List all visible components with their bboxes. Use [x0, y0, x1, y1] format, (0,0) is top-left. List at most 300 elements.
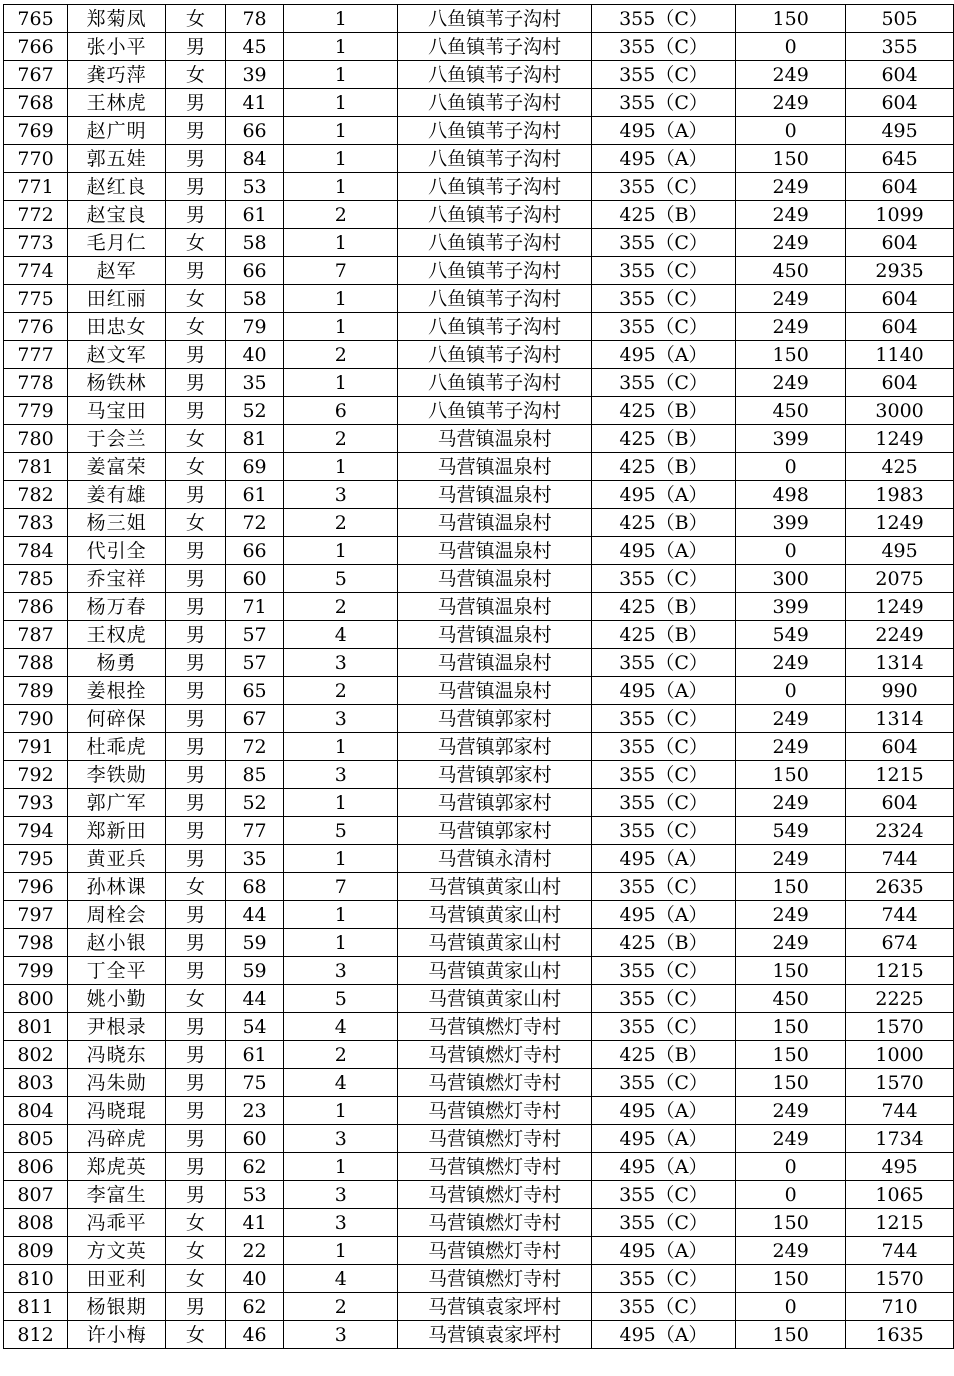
- household-size-cell: 1: [284, 453, 398, 481]
- table-row: [4, 1181, 954, 1209]
- table-row: [4, 341, 954, 369]
- household-size-cell: 1: [284, 929, 398, 957]
- age-cell: 52: [225, 789, 283, 817]
- gender-cell: 男: [166, 817, 226, 845]
- name-cell: 杜乖虎: [68, 733, 166, 761]
- serial-number-cell: 795: [4, 845, 68, 873]
- village-cell: 马营镇温泉村: [398, 481, 592, 509]
- village-cell: 八鱼镇苇子沟村: [398, 313, 592, 341]
- category-cell: 425（B）: [591, 397, 735, 425]
- subsidy-cell: 249: [736, 901, 846, 929]
- name-cell: 龚巧萍: [68, 61, 166, 89]
- table-row: [4, 285, 954, 313]
- category-cell: 355（C）: [591, 229, 735, 257]
- age-cell: 44: [225, 985, 283, 1013]
- household-size-cell: 2: [284, 201, 398, 229]
- age-cell: 66: [225, 537, 283, 565]
- category-cell: 425（B）: [591, 201, 735, 229]
- table-row: [4, 481, 954, 509]
- total-cell: 2225: [846, 985, 954, 1013]
- household-size-cell: 1: [284, 229, 398, 257]
- gender-cell: 男: [166, 257, 226, 285]
- household-size-cell: 1: [284, 845, 398, 873]
- village-cell: 八鱼镇苇子沟村: [398, 201, 592, 229]
- village-cell: 八鱼镇苇子沟村: [398, 61, 592, 89]
- total-cell: 604: [846, 285, 954, 313]
- age-cell: 58: [225, 229, 283, 257]
- age-cell: 62: [225, 1293, 283, 1321]
- name-cell: 杨三姐: [68, 509, 166, 537]
- village-cell: 马营镇郭家村: [398, 789, 592, 817]
- name-cell: 王权虎: [68, 621, 166, 649]
- category-cell: 495（A）: [591, 1097, 735, 1125]
- age-cell: 60: [225, 565, 283, 593]
- village-cell: 八鱼镇苇子沟村: [398, 33, 592, 61]
- category-cell: 425（B）: [591, 453, 735, 481]
- household-size-cell: 2: [284, 341, 398, 369]
- name-cell: 许小梅: [68, 1321, 166, 1349]
- category-cell: 355（C）: [591, 61, 735, 89]
- name-cell: 代引全: [68, 537, 166, 565]
- total-cell: 604: [846, 369, 954, 397]
- serial-number-cell: 811: [4, 1293, 68, 1321]
- age-cell: 39: [225, 61, 283, 89]
- subsidy-cell: 0: [736, 1153, 846, 1181]
- subsidy-cell: 0: [736, 1293, 846, 1321]
- household-size-cell: 5: [284, 565, 398, 593]
- serial-number-cell: 782: [4, 481, 68, 509]
- age-cell: 53: [225, 173, 283, 201]
- subsidy-cell: 450: [736, 985, 846, 1013]
- gender-cell: 男: [166, 117, 226, 145]
- household-size-cell: 3: [284, 1125, 398, 1153]
- total-cell: 495: [846, 537, 954, 565]
- serial-number-cell: 790: [4, 705, 68, 733]
- table-row: [4, 1237, 954, 1265]
- gender-cell: 男: [166, 341, 226, 369]
- village-cell: 八鱼镇苇子沟村: [398, 369, 592, 397]
- table-row: [4, 1153, 954, 1181]
- name-cell: 赵红良: [68, 173, 166, 201]
- gender-cell: 男: [166, 1125, 226, 1153]
- household-size-cell: 2: [284, 1293, 398, 1321]
- name-cell: 姜富荣: [68, 453, 166, 481]
- category-cell: 495（A）: [591, 1125, 735, 1153]
- category-cell: 355（C）: [591, 817, 735, 845]
- subsidy-cell: 150: [736, 1209, 846, 1237]
- gender-cell: 女: [166, 229, 226, 257]
- table-row: [4, 733, 954, 761]
- table-row: [4, 61, 954, 89]
- village-cell: 八鱼镇苇子沟村: [398, 145, 592, 173]
- subsidy-cell: 0: [736, 117, 846, 145]
- village-cell: 马营镇燃灯寺村: [398, 1097, 592, 1125]
- total-cell: 505: [846, 5, 954, 33]
- age-cell: 59: [225, 957, 283, 985]
- table-row: [4, 761, 954, 789]
- name-cell: 于会兰: [68, 425, 166, 453]
- table-row: [4, 453, 954, 481]
- serial-number-cell: 800: [4, 985, 68, 1013]
- gender-cell: 女: [166, 509, 226, 537]
- gender-cell: 女: [166, 61, 226, 89]
- serial-number-cell: 801: [4, 1013, 68, 1041]
- village-cell: 马营镇温泉村: [398, 425, 592, 453]
- table-row: [4, 425, 954, 453]
- table-row: [4, 817, 954, 845]
- gender-cell: 女: [166, 1237, 226, 1265]
- serial-number-cell: 771: [4, 173, 68, 201]
- category-cell: 425（B）: [591, 621, 735, 649]
- total-cell: 1314: [846, 705, 954, 733]
- household-size-cell: 1: [284, 285, 398, 313]
- household-size-cell: 7: [284, 873, 398, 901]
- category-cell: 355（C）: [591, 705, 735, 733]
- household-size-cell: 3: [284, 761, 398, 789]
- age-cell: 67: [225, 705, 283, 733]
- data-table: [3, 4, 954, 1349]
- table-row: [4, 1097, 954, 1125]
- subsidy-cell: 399: [736, 425, 846, 453]
- village-cell: 马营镇燃灯寺村: [398, 1265, 592, 1293]
- subsidy-cell: 549: [736, 817, 846, 845]
- category-cell: 355（C）: [591, 1293, 735, 1321]
- age-cell: 68: [225, 873, 283, 901]
- age-cell: 66: [225, 117, 283, 145]
- village-cell: 马营镇永清村: [398, 845, 592, 873]
- total-cell: 710: [846, 1293, 954, 1321]
- serial-number-cell: 767: [4, 61, 68, 89]
- household-size-cell: 1: [284, 1153, 398, 1181]
- household-size-cell: 1: [284, 789, 398, 817]
- table-row: [4, 873, 954, 901]
- gender-cell: 男: [166, 1041, 226, 1069]
- subsidy-cell: 150: [736, 761, 846, 789]
- table-row: [4, 173, 954, 201]
- serial-number-cell: 786: [4, 593, 68, 621]
- serial-number-cell: 784: [4, 537, 68, 565]
- village-cell: 八鱼镇苇子沟村: [398, 5, 592, 33]
- total-cell: 1734: [846, 1125, 954, 1153]
- serial-number-cell: 774: [4, 257, 68, 285]
- name-cell: 田红丽: [68, 285, 166, 313]
- household-size-cell: 7: [284, 257, 398, 285]
- category-cell: 425（B）: [591, 593, 735, 621]
- household-size-cell: 1: [284, 145, 398, 173]
- village-cell: 马营镇袁家坪村: [398, 1321, 592, 1349]
- table-row: [4, 1321, 954, 1349]
- total-cell: 604: [846, 229, 954, 257]
- name-cell: 杨勇: [68, 649, 166, 677]
- subsidy-cell: 249: [736, 789, 846, 817]
- category-cell: 495（A）: [591, 1237, 735, 1265]
- category-cell: 355（C）: [591, 733, 735, 761]
- village-cell: 马营镇燃灯寺村: [398, 1041, 592, 1069]
- gender-cell: 男: [166, 929, 226, 957]
- gender-cell: 男: [166, 1013, 226, 1041]
- household-size-cell: 3: [284, 1209, 398, 1237]
- total-cell: 744: [846, 1237, 954, 1265]
- name-cell: 乔宝祥: [68, 565, 166, 593]
- age-cell: 71: [225, 593, 283, 621]
- household-size-cell: 1: [284, 5, 398, 33]
- village-cell: 马营镇黄家山村: [398, 985, 592, 1013]
- gender-cell: 女: [166, 453, 226, 481]
- gender-cell: 男: [166, 481, 226, 509]
- table-row: [4, 201, 954, 229]
- category-cell: 495（A）: [591, 1153, 735, 1181]
- category-cell: 355（C）: [591, 173, 735, 201]
- village-cell: 八鱼镇苇子沟村: [398, 117, 592, 145]
- name-cell: 郑新田: [68, 817, 166, 845]
- age-cell: 59: [225, 929, 283, 957]
- village-cell: 八鱼镇苇子沟村: [398, 341, 592, 369]
- category-cell: 355（C）: [591, 957, 735, 985]
- subsidy-cell: 249: [736, 229, 846, 257]
- household-size-cell: 5: [284, 817, 398, 845]
- household-size-cell: 2: [284, 509, 398, 537]
- serial-number-cell: 787: [4, 621, 68, 649]
- age-cell: 53: [225, 1181, 283, 1209]
- household-size-cell: 1: [284, 173, 398, 201]
- name-cell: 冯乖平: [68, 1209, 166, 1237]
- gender-cell: 男: [166, 1181, 226, 1209]
- gender-cell: 女: [166, 313, 226, 341]
- village-cell: 马营镇温泉村: [398, 621, 592, 649]
- serial-number-cell: 770: [4, 145, 68, 173]
- subsidy-cell: 249: [736, 705, 846, 733]
- serial-number-cell: 804: [4, 1097, 68, 1125]
- table-row: [4, 537, 954, 565]
- gender-cell: 女: [166, 1265, 226, 1293]
- name-cell: 冯晓琨: [68, 1097, 166, 1125]
- name-cell: 孙林课: [68, 873, 166, 901]
- gender-cell: 男: [166, 705, 226, 733]
- subsidy-cell: 150: [736, 341, 846, 369]
- age-cell: 65: [225, 677, 283, 705]
- name-cell: 赵宝良: [68, 201, 166, 229]
- subsidy-cell: 249: [736, 1237, 846, 1265]
- household-size-cell: 4: [284, 1265, 398, 1293]
- serial-number-cell: 805: [4, 1125, 68, 1153]
- subsidy-cell: 300: [736, 565, 846, 593]
- household-size-cell: 1: [284, 369, 398, 397]
- age-cell: 75: [225, 1069, 283, 1097]
- age-cell: 61: [225, 1041, 283, 1069]
- table-row: [4, 5, 954, 33]
- household-size-cell: 5: [284, 985, 398, 1013]
- total-cell: 744: [846, 1097, 954, 1125]
- household-size-cell: 1: [284, 33, 398, 61]
- name-cell: 赵广明: [68, 117, 166, 145]
- subsidy-cell: 450: [736, 257, 846, 285]
- serial-number-cell: 788: [4, 649, 68, 677]
- village-cell: 马营镇温泉村: [398, 677, 592, 705]
- village-cell: 八鱼镇苇子沟村: [398, 257, 592, 285]
- category-cell: 495（A）: [591, 1321, 735, 1349]
- name-cell: 赵军: [68, 257, 166, 285]
- table-row: [4, 1265, 954, 1293]
- serial-number-cell: 765: [4, 5, 68, 33]
- village-cell: 马营镇温泉村: [398, 593, 592, 621]
- serial-number-cell: 769: [4, 117, 68, 145]
- village-cell: 马营镇温泉村: [398, 537, 592, 565]
- village-cell: 马营镇燃灯寺村: [398, 1209, 592, 1237]
- table-row: [4, 789, 954, 817]
- household-size-cell: 3: [284, 705, 398, 733]
- subsidy-cell: 498: [736, 481, 846, 509]
- village-cell: 八鱼镇苇子沟村: [398, 285, 592, 313]
- gender-cell: 女: [166, 425, 226, 453]
- name-cell: 姚小勤: [68, 985, 166, 1013]
- serial-number-cell: 806: [4, 1153, 68, 1181]
- serial-number-cell: 785: [4, 565, 68, 593]
- village-cell: 八鱼镇苇子沟村: [398, 397, 592, 425]
- subsidy-cell: 150: [736, 1069, 846, 1097]
- table-row: [4, 705, 954, 733]
- subsidy-cell: 150: [736, 1013, 846, 1041]
- total-cell: 2324: [846, 817, 954, 845]
- total-cell: 604: [846, 61, 954, 89]
- total-cell: 1314: [846, 649, 954, 677]
- subsidy-cell: 0: [736, 453, 846, 481]
- age-cell: 72: [225, 509, 283, 537]
- name-cell: 方文英: [68, 1237, 166, 1265]
- total-cell: 425: [846, 453, 954, 481]
- category-cell: 355（C）: [591, 873, 735, 901]
- serial-number-cell: 779: [4, 397, 68, 425]
- household-size-cell: 4: [284, 1013, 398, 1041]
- table-row: [4, 509, 954, 537]
- total-cell: 674: [846, 929, 954, 957]
- age-cell: 46: [225, 1321, 283, 1349]
- village-cell: 马营镇温泉村: [398, 649, 592, 677]
- category-cell: 495（A）: [591, 481, 735, 509]
- serial-number-cell: 772: [4, 201, 68, 229]
- total-cell: 1065: [846, 1181, 954, 1209]
- age-cell: 61: [225, 201, 283, 229]
- subsidy-cell: 0: [736, 537, 846, 565]
- name-cell: 毛月仁: [68, 229, 166, 257]
- gender-cell: 男: [166, 173, 226, 201]
- age-cell: 69: [225, 453, 283, 481]
- gender-cell: 男: [166, 1153, 226, 1181]
- total-cell: 604: [846, 733, 954, 761]
- gender-cell: 男: [166, 565, 226, 593]
- total-cell: 1983: [846, 481, 954, 509]
- category-cell: 355（C）: [591, 649, 735, 677]
- serial-number-cell: 777: [4, 341, 68, 369]
- serial-number-cell: 810: [4, 1265, 68, 1293]
- gender-cell: 男: [166, 789, 226, 817]
- gender-cell: 男: [166, 761, 226, 789]
- serial-number-cell: 778: [4, 369, 68, 397]
- name-cell: 姜根拴: [68, 677, 166, 705]
- total-cell: 1635: [846, 1321, 954, 1349]
- serial-number-cell: 775: [4, 285, 68, 313]
- table-row: [4, 1125, 954, 1153]
- subsidy-cell: 249: [736, 369, 846, 397]
- village-cell: 马营镇温泉村: [398, 453, 592, 481]
- village-cell: 八鱼镇苇子沟村: [398, 89, 592, 117]
- household-size-cell: 3: [284, 481, 398, 509]
- serial-number-cell: 809: [4, 1237, 68, 1265]
- name-cell: 李富生: [68, 1181, 166, 1209]
- serial-number-cell: 803: [4, 1069, 68, 1097]
- household-size-cell: 1: [284, 901, 398, 929]
- subsidy-cell: 0: [736, 1181, 846, 1209]
- total-cell: 2935: [846, 257, 954, 285]
- gender-cell: 女: [166, 873, 226, 901]
- age-cell: 84: [225, 145, 283, 173]
- village-cell: 马营镇燃灯寺村: [398, 1013, 592, 1041]
- age-cell: 41: [225, 89, 283, 117]
- table-row: [4, 1209, 954, 1237]
- name-cell: 丁全平: [68, 957, 166, 985]
- age-cell: 58: [225, 285, 283, 313]
- category-cell: 495（A）: [591, 537, 735, 565]
- category-cell: 495（A）: [591, 845, 735, 873]
- village-cell: 八鱼镇苇子沟村: [398, 173, 592, 201]
- table-row: [4, 117, 954, 145]
- village-cell: 马营镇燃灯寺村: [398, 1153, 592, 1181]
- total-cell: 1249: [846, 593, 954, 621]
- name-cell: 郑菊凤: [68, 5, 166, 33]
- table-row: [4, 649, 954, 677]
- subsidy-cell: 249: [736, 733, 846, 761]
- table-row: [4, 33, 954, 61]
- serial-number-cell: 792: [4, 761, 68, 789]
- category-cell: 355（C）: [591, 985, 735, 1013]
- total-cell: 744: [846, 901, 954, 929]
- serial-number-cell: 808: [4, 1209, 68, 1237]
- name-cell: 姜有雄: [68, 481, 166, 509]
- serial-number-cell: 791: [4, 733, 68, 761]
- household-size-cell: 2: [284, 677, 398, 705]
- subsidy-cell: 249: [736, 1125, 846, 1153]
- total-cell: 604: [846, 313, 954, 341]
- category-cell: 355（C）: [591, 789, 735, 817]
- village-cell: 马营镇燃灯寺村: [398, 1181, 592, 1209]
- table-row: [4, 89, 954, 117]
- household-size-cell: 2: [284, 593, 398, 621]
- category-cell: 495（A）: [591, 677, 735, 705]
- village-cell: 马营镇郭家村: [398, 761, 592, 789]
- age-cell: 52: [225, 397, 283, 425]
- category-cell: 355（C）: [591, 5, 735, 33]
- serial-number-cell: 802: [4, 1041, 68, 1069]
- category-cell: 355（C）: [591, 369, 735, 397]
- age-cell: 62: [225, 1153, 283, 1181]
- category-cell: 495（A）: [591, 145, 735, 173]
- subsidy-cell: 0: [736, 33, 846, 61]
- subsidy-cell: 549: [736, 621, 846, 649]
- name-cell: 田忠女: [68, 313, 166, 341]
- household-size-cell: 1: [284, 313, 398, 341]
- age-cell: 40: [225, 1265, 283, 1293]
- gender-cell: 女: [166, 5, 226, 33]
- household-size-cell: 3: [284, 649, 398, 677]
- table-row: [4, 621, 954, 649]
- serial-number-cell: 773: [4, 229, 68, 257]
- age-cell: 41: [225, 1209, 283, 1237]
- village-cell: 马营镇燃灯寺村: [398, 1069, 592, 1097]
- household-size-cell: 3: [284, 1321, 398, 1349]
- total-cell: 2635: [846, 873, 954, 901]
- serial-number-cell: 812: [4, 1321, 68, 1349]
- age-cell: 57: [225, 621, 283, 649]
- name-cell: 郭广军: [68, 789, 166, 817]
